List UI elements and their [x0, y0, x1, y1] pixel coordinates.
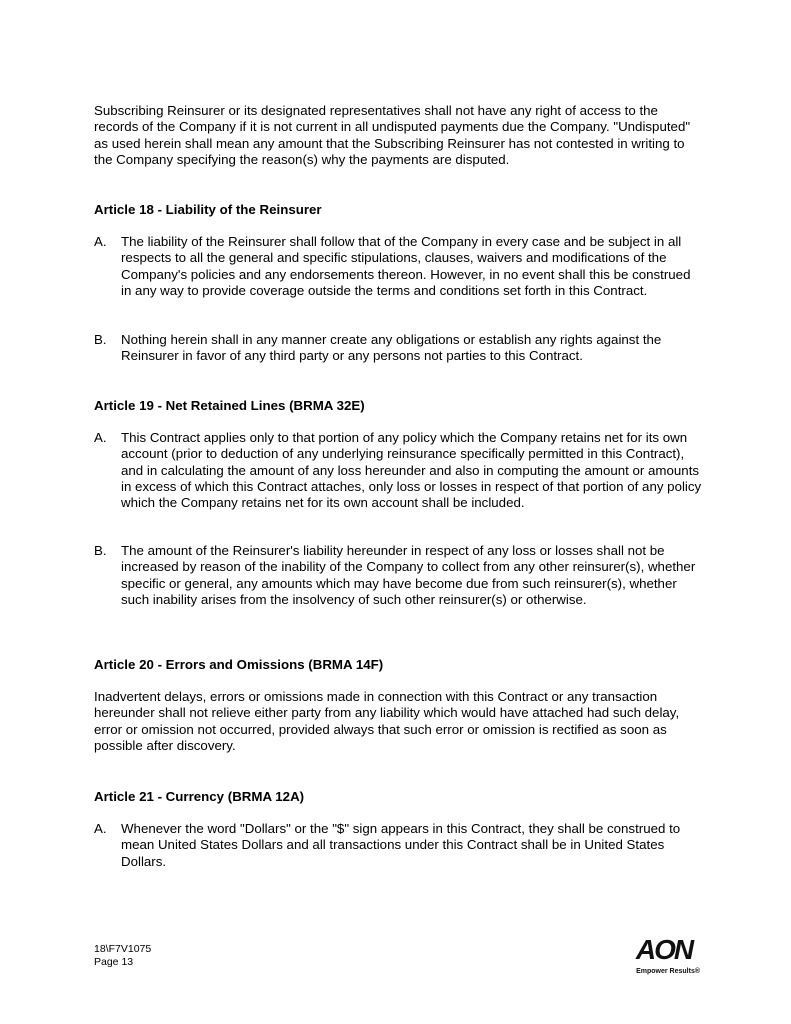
item-letter: B.	[94, 543, 107, 558]
item-text: The liability of the Reinsurer shall follow that of the Company in every case and be subject in all respects to all the general and specific stipulations, clauses, waivers and modifications of the Company's policies and any endorsements thereon. However, in no event shall this be construed in any way to provide coverage outside the terms and conditions set forth in this Contract.	[121, 234, 691, 298]
item-letter: A.	[94, 430, 107, 445]
article-21-heading: Article 21 - Currency (BRMA 12A)	[94, 789, 305, 804]
item-text: Whenever the word "Dollars" or the "$" sign appears in this Contract, they shall be construed to mean United States Dollars and all transactions under this Contract shall be in United States Dollars.	[121, 821, 681, 869]
logo-wordmark: AON	[635, 934, 693, 965]
page-number: Page 13	[94, 955, 134, 968]
article-18-item-a	[94, 234, 704, 299]
item-text: Nothing herein shall in any manner create any obligations or establish any rights against the Reinsurer in favor of any third party or any persons not parties to this Contract.	[121, 332, 662, 364]
logo-tagline: Empower Results®	[636, 968, 700, 975]
article-19-item-a	[94, 430, 704, 511]
page-footer	[94, 943, 151, 968]
intro-paragraph: Subscribing Reinsurer or its designated representatives shall not have any right of access to the records of the Company if it is not current in all undisputed payments due the Company. "Undisputed" as used herein shall mean any amount that the Subscribing Reinsurer has not contested in writing to the Company specifying the reason(s) why the payments are disputed.	[94, 103, 691, 167]
item-letter: A.	[94, 821, 107, 836]
article-20-heading: Article 20 - Errors and Omissions (BRMA 14F)	[94, 657, 384, 672]
item-letter: A.	[94, 234, 107, 249]
document-id: 18\F7V1075	[94, 943, 152, 955]
article-18-item-b	[94, 332, 704, 365]
item-text: The amount of the Reinsurer's liability hereunder in respect of any loss or losses shall not be increased by reason of the inability of the Company to collect from any other reinsurer(s), whether specific or general, any amounts which may have become due from such reinsurer(s), whether such inability arises from the insolvency of such other reinsurer(s) or otherwise.	[121, 543, 696, 607]
article-19-heading: Article 19 - Net Retained Lines (BRMA 32E)	[94, 398, 365, 413]
article-21-item-a	[94, 821, 704, 870]
article-20-text: Inadvertent delays, errors or omissions made in connection with this Contract or any transaction hereunder shall not relieve either party from any liability which would have attached had such delay, error or omission not occurred, provided always that such error or omission is rectified as soon as possible after discovery.	[94, 689, 680, 753]
article-19-item-b	[94, 543, 704, 608]
article-18-heading: Article 18 - Liability of the Reinsurer	[94, 202, 322, 217]
aon-logo-graphic	[624, 933, 704, 978]
item-letter: B.	[94, 332, 107, 347]
item-text: This Contract applies only to that portion of any policy which the Company retains net for its own account (prior to deduction of any underlying reinsurance specifically permitted in this Contract), and in calculating the amount of any loss hereunder and also in computing the amount or amounts in excess of which this Contract attaches, only loss or losses in respect of that portion of any policy which the Company retains net for its own account shall be included.	[121, 430, 702, 511]
aon-logo	[624, 933, 704, 978]
